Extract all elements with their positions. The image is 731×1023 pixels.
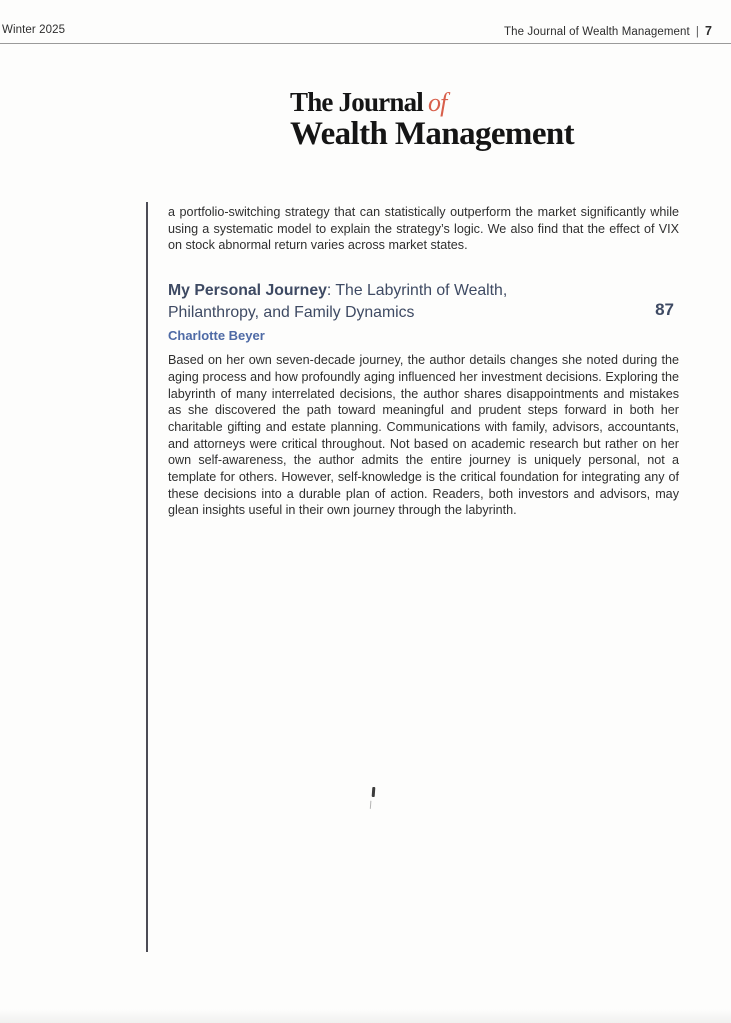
issue-label: Winter 2025 bbox=[2, 24, 66, 36]
journal-logo bbox=[290, 88, 574, 151]
header-rule bbox=[0, 43, 731, 44]
previous-abstract-continuation: a portfolio-switching strategy that can statistically outperform the market significantly while using a systematic model to explain the strategy’s logic. We also find that the effect of VIX on stock abnormal return varies across market states. bbox=[168, 205, 679, 253]
left-vertical-rule bbox=[146, 202, 148, 952]
article-title-emphasis: My Personal Journey bbox=[168, 282, 327, 300]
article-author: Charlotte Beyer bbox=[168, 328, 265, 344]
logo-the-journal: The Journal bbox=[290, 87, 423, 117]
folio-page-number: 7 bbox=[704, 24, 712, 38]
article-page-number: 87 bbox=[655, 300, 674, 320]
article-title bbox=[168, 280, 568, 323]
journal-name: The Journal of Wealth Management bbox=[504, 26, 690, 38]
contents-column bbox=[168, 204, 679, 519]
logo-line-1 bbox=[290, 88, 574, 116]
running-head bbox=[504, 24, 712, 38]
article-title-rest: : The Labyrinth of Wealth, Philanthropy, and Family Dynamics bbox=[168, 282, 508, 321]
toc-entry bbox=[168, 280, 679, 519]
scan-ink-speck bbox=[372, 787, 376, 797]
logo-of-accent: of bbox=[427, 88, 447, 117]
logo-wealth-management: Wealth Management bbox=[290, 116, 575, 153]
header-separator: | bbox=[695, 26, 699, 38]
article-abstract: Based on her own seven-decade journey, the author details changes she noted during the aging process and how profoundly aging influenced her investment decisions. Exploring the labyrinth of many interrelated decisions, the author shares disappointments and mistakes as she discovered the path toward meaningful and prudent steps forward in both her charitable gifting and estate planning. Communications with family, advisors, accountants, and attorneys were critical throughout. Not based on academic research but rather on her own self-awareness, the author admits the entire journey is uniquely personal, not a template for others. However, self-knowledge is the critical foundation for integrating any of these decisions into a durable plan of action. Readers, both investors and advisors, may glean insights useful in their own journey through the labyrinth. bbox=[168, 353, 679, 518]
